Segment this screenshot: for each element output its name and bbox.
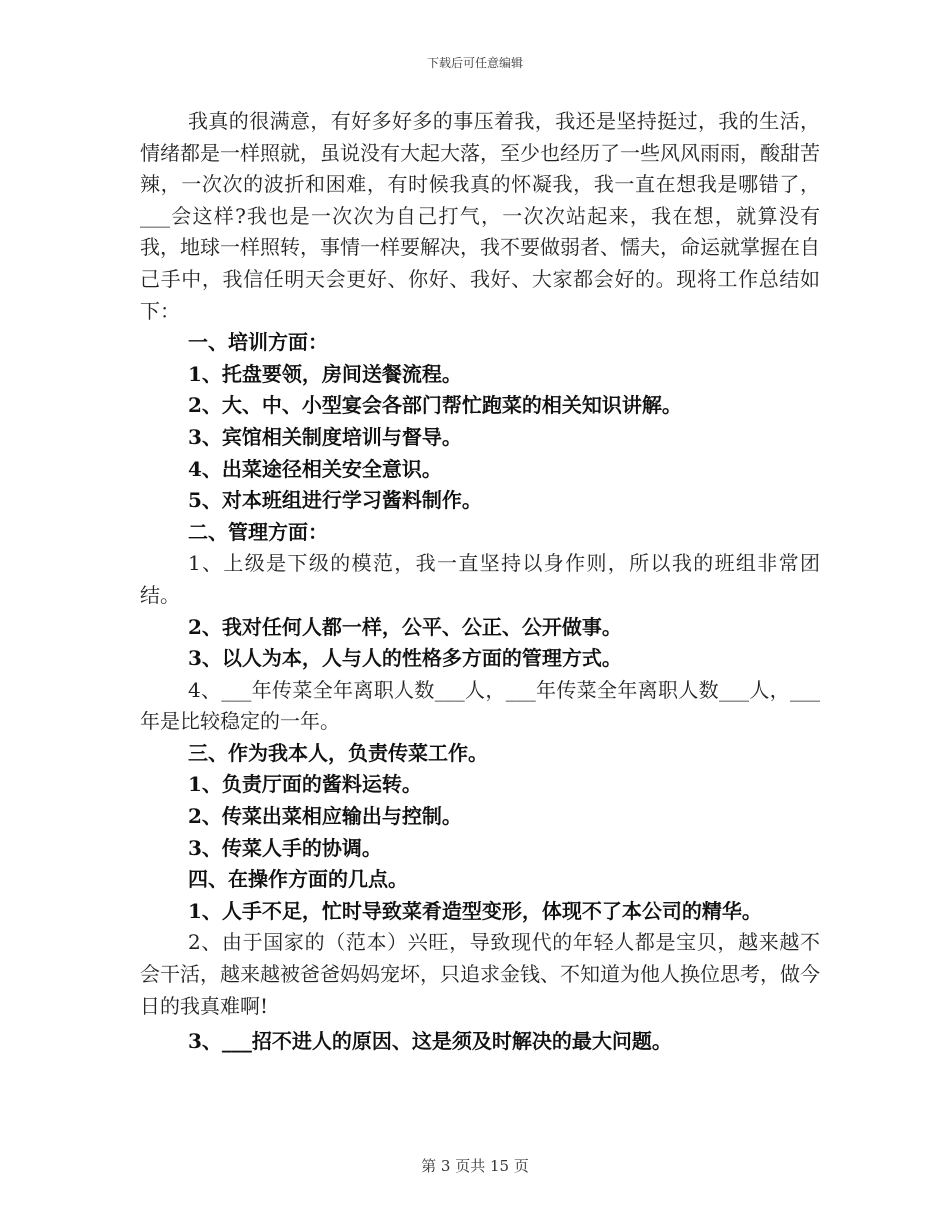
section-heading-operations: 四、在操作方面的几点。 [188, 867, 408, 892]
section-heading-personal: 三、作为我本人，负责传菜工作。 [188, 740, 488, 765]
list-item: 1、托盘要领，房间送餐流程。 [188, 361, 462, 386]
list-item: 2、由于国家的（范本）兴旺，导致现代的年轻人都是宝贝，越来越不会干活，越来越被爸爸妈妈宠坏，只追求金钱、不知道为他人换位思考，做今日的我真难啊! [140, 930, 820, 1018]
list-item: 2、传菜出菜相应输出与控制。 [188, 804, 462, 829]
section-heading-training: 一、培训方面： [188, 330, 328, 355]
page-header: 下载后可任意编辑 [426, 56, 523, 70]
page-footer: 第 3 页共 15 页 [421, 1157, 529, 1175]
list-item: 3、传菜人手的协调。 [188, 835, 382, 860]
list-item: 1、上级是下级的模范，我一直坚持以身作则，所以我的班组非常团结。 [140, 551, 820, 607]
list-item: 4、出菜途径相关安全意识。 [188, 456, 442, 481]
list-item: 2、大、中、小型宴会各部门帮忙跑菜的相关知识讲解。 [188, 393, 682, 418]
list-item: 4、___年传菜全年离职人数___人，___年传菜全年离职人数___人，___年是比较稳定的一年。 [140, 677, 820, 734]
list-item: 3、___招不进人的原因、这是须及时解决的最大问题。 [188, 1029, 672, 1054]
list-item: 2、我对任何人都一样，公平、公正、公开做事。 [188, 614, 622, 639]
section-heading-management: 二、管理方面： [188, 519, 328, 544]
list-item: 1、负责厅面的酱料运转。 [188, 772, 422, 797]
list-item: 3、以人为本，人与人的性格多方面的管理方式。 [188, 646, 622, 671]
list-item: 5、对本班组进行学习酱料制作。 [188, 488, 482, 513]
list-item: 1、人手不足，忙时导致菜肴造型变形，体现不了本公司的精华。 [188, 898, 762, 923]
intro-paragraph: 我真的很满意，有好多好多的事压着我，我还是坚持挺过，我的生活，情绪都是一样照就，虽说没有大起大落，至少也经历了一些风风雨雨，酸甜苦辣，一次次的波折和困难，有时候我真的怀凝我，我一直在想我是哪错了，___会这样?我也是一次次为自己打气，一次次站起来，我在想，就算没有我，地球一样照转，事情一样要解决，我不要做弱者、懦夫，命运就掌握在自己手中，我信任明天会更好、你好、我好、大家都会好的。现将工作总结如下： [140, 109, 820, 323]
document-body [140, 106, 820, 1058]
list-item: 3、宾馆相关制度培训与督导。 [188, 424, 462, 449]
